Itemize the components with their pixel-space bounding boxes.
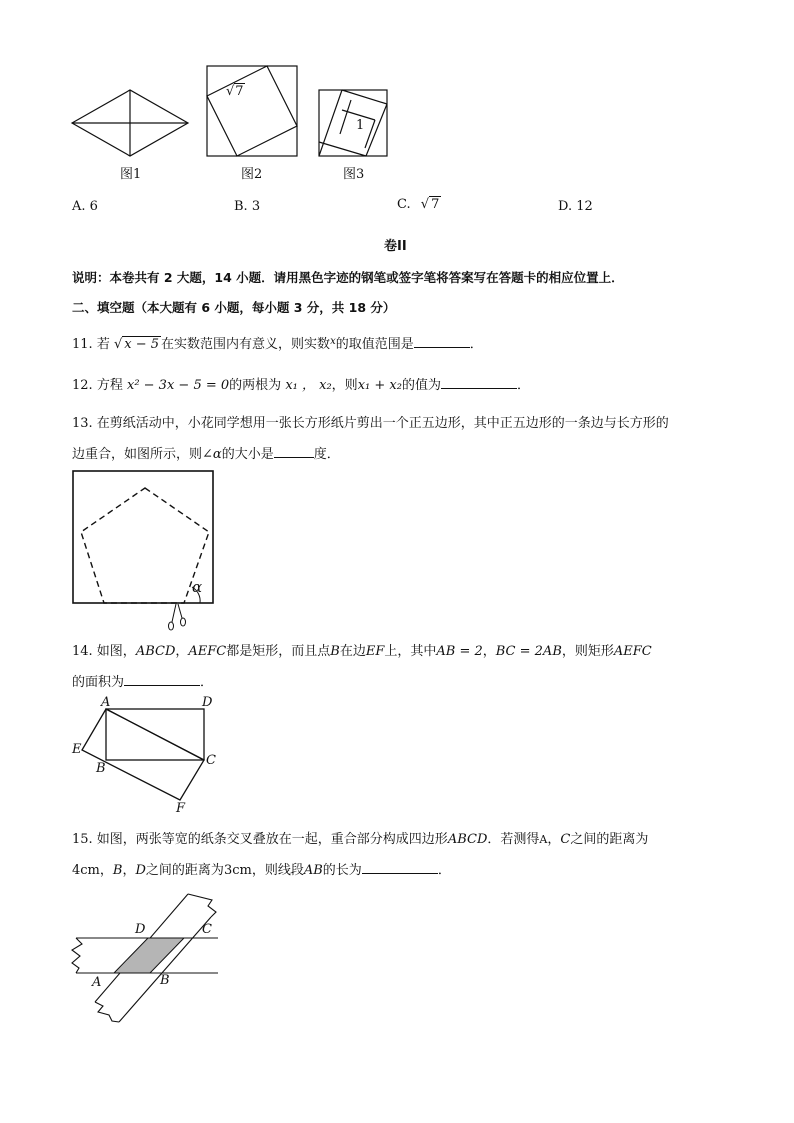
figure-2-squares bbox=[207, 66, 297, 156]
q11-radical: √ x − 5 bbox=[113, 337, 160, 352]
q12-roots: x₁ ， x₂ bbox=[285, 378, 332, 393]
q14-label-d: D bbox=[202, 695, 213, 710]
option-a: A. 6 bbox=[72, 199, 98, 214]
q11-text-2: 在实数范围内有意义，则实数 bbox=[161, 337, 331, 352]
q14-answer-blank[interactable] bbox=[124, 672, 200, 686]
option-d: D. 12 bbox=[558, 199, 593, 214]
part-heading: 二、填空题（本大题有 6 小题，每小题 3 分，共 18 分） bbox=[72, 300, 396, 315]
q15-answer-blank[interactable] bbox=[362, 860, 438, 874]
q12-sum: x₁ + x₂ bbox=[357, 378, 402, 393]
q15-label-b: B bbox=[160, 973, 170, 988]
q12-number: 12. bbox=[72, 378, 93, 393]
question-11: 11. 若 √ x − 5 在实数范围内有意义，则实数$^x$的取值范围是 ． bbox=[72, 336, 483, 352]
question-13-line1: 13. 在剪纸活动中，小花同学想用一张长方形纸片剪出一个正五边形，其中正五边形的一条边与长方形的 bbox=[72, 416, 669, 431]
q13-fig-alpha: α bbox=[192, 578, 203, 596]
option-c-value: 7 bbox=[431, 197, 440, 212]
q14-label-a: A bbox=[101, 695, 111, 710]
q14-label-e: E bbox=[72, 742, 82, 757]
q12-answer-blank[interactable] bbox=[441, 375, 517, 389]
q13-answer-blank[interactable] bbox=[274, 444, 314, 458]
q14-label-b: B bbox=[96, 761, 106, 776]
q14-label-f: F bbox=[176, 801, 186, 816]
figure-3-label: 1 bbox=[356, 118, 365, 133]
figure-3-caption: 图3 bbox=[343, 167, 365, 182]
q11-answer-blank[interactable] bbox=[414, 334, 470, 348]
section-title: 卷II bbox=[384, 239, 407, 254]
figure-3-squares bbox=[319, 90, 387, 156]
question-15-line2: 4cm，B，D之间的距离为3cm，则线段AB的长为 ． bbox=[72, 859, 451, 878]
q12-equation: x² − 3x − 5 = 0 bbox=[126, 378, 230, 393]
q15-label-a: A bbox=[92, 975, 102, 990]
q11-number: 11. bbox=[72, 337, 93, 352]
q15-label-d: D bbox=[135, 922, 146, 937]
q11-var: x bbox=[330, 336, 336, 347]
figure-1-caption: 图1 bbox=[120, 167, 142, 182]
option-c-prefix: C. bbox=[397, 197, 411, 212]
question-15-line1: 15. 如图，两张等宽的纸条交叉叠放在一起，重合部分构成四边形ABCD．若测得A，C之间的距离为 bbox=[72, 832, 649, 847]
option-c: C. √ 7 bbox=[397, 197, 440, 212]
question-14-line2: 的面积为 ． bbox=[72, 671, 213, 690]
figure-2-label: √7 bbox=[226, 84, 244, 99]
question-12: 12. 方程 x² − 3x − 5 = 0的两根为 x₁ ， x₂，则x₁ + x₂的值为 ． bbox=[72, 374, 530, 393]
figure-2-caption: 图2 bbox=[241, 167, 263, 182]
q11-text-3: 的取值范围是 bbox=[335, 337, 414, 352]
section-note: 说明：本卷共有 2 大题，14 小题．请用黑色字迹的钢笔或签字笔将答案写在答题卡的相应位置上． bbox=[72, 270, 624, 285]
option-b: B. 3 bbox=[234, 199, 261, 214]
q14-label-c: C bbox=[206, 753, 216, 768]
q15-label-c: C bbox=[202, 922, 212, 937]
q13-alpha: α bbox=[212, 447, 222, 462]
question-14-line1: 14. 如图，ABCD，AEFC都是矩形，而且点B在边EF上，其中AB = 2，BC = 2AB，则矩形AEFC bbox=[72, 644, 652, 659]
question-13-line2: 边重合，如图所示，则∠α的大小是 度． bbox=[72, 443, 340, 462]
q11-text: 若 bbox=[96, 337, 110, 352]
